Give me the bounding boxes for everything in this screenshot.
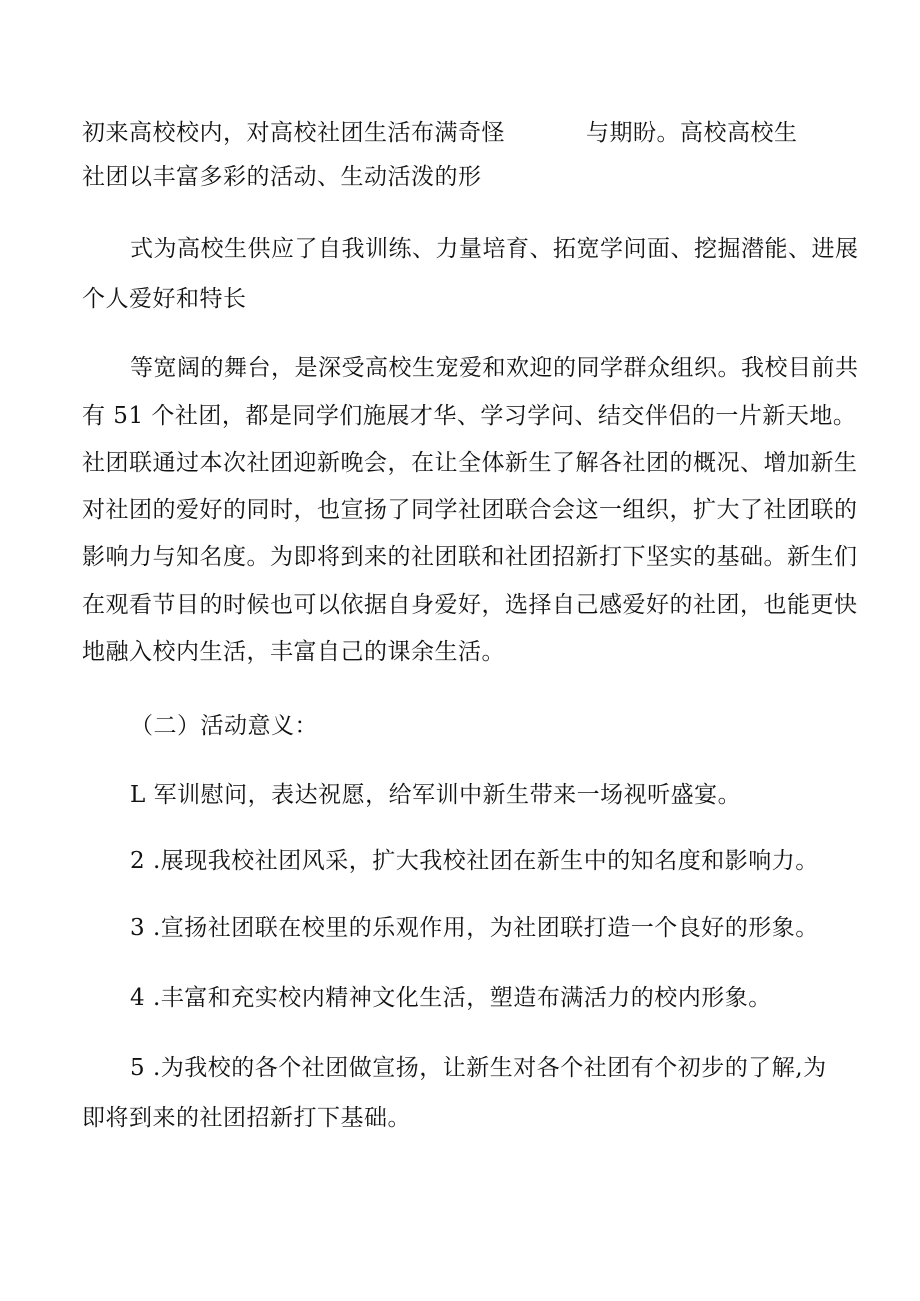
list-item-4: 4 .丰富和充实校内精神文化生活，塑造布满活力的校内形象。 — [130, 985, 772, 1011]
para-stage-line-3: 社团联通过本次社团迎新晚会，在让全体新生了解各社团的概况、增加新生 — [82, 450, 858, 476]
list-item-2: 2 .展现我校社团风采，扩大我校社团在新生中的知名度和影响力。 — [130, 848, 819, 874]
para-stage-line-4: 对社团的爱好的同时，也宣扬了同学社团联合会这一组织，扩大了社团联的 — [82, 497, 858, 523]
para-stage-line-1: 等宽阔的舞台，是深受高校生宠爱和欢迎的同学群众组织。我校目前共 — [130, 355, 859, 381]
para-stage-line-5: 影响力与知名度。为即将到来的社团联和社团招新打下坚实的基础。新生们 — [82, 544, 858, 570]
para-forms-line-2: 个人爱好和特长 — [82, 286, 247, 312]
section-heading: （二）活动意义： — [130, 713, 318, 739]
list-item-1: L 军训慰问，表达祝愿，给军训中新生带来一场视听盛宴。 — [130, 782, 742, 808]
para-stage-line-6: 在观看节目的时候也可以依据自身爱好，选择自己感爱好的社团，也能更快 — [82, 592, 858, 618]
list-item-3: 3 .宣扬社团联在校里的乐观作用，为社团联打造一个良好的形象。 — [130, 915, 819, 941]
para-stage-line-2: 有 51 个社团，都是同学们施展才华、学习学问、结交伴侣的一片新天地。 — [82, 403, 857, 429]
para-forms-line-1: 式为高校生供应了自我训练、力量培育、拓宽学问面、挖掘潜能、进展 — [130, 236, 859, 262]
intro-line-1-left: 初来高校校内，对高校社团生活布满奇怪 — [82, 120, 505, 146]
intro-line-1 — [82, 117, 842, 149]
intro-line-1-right: 与期盼。高校高校生 — [586, 120, 798, 146]
para-stage-line-7: 地融入校内生活，丰富自己的课余生活。 — [82, 639, 505, 665]
list-item-5-line-1: 5 .为我校的各个社团做宣扬，让新生对各个社团有个初步的了解,为 — [130, 1055, 827, 1081]
list-item-5-line-2: 即将到来的社团招新打下基础。 — [82, 1105, 411, 1131]
intro-line-2: 社团以丰富多彩的活动、生动活泼的形 — [82, 164, 482, 190]
